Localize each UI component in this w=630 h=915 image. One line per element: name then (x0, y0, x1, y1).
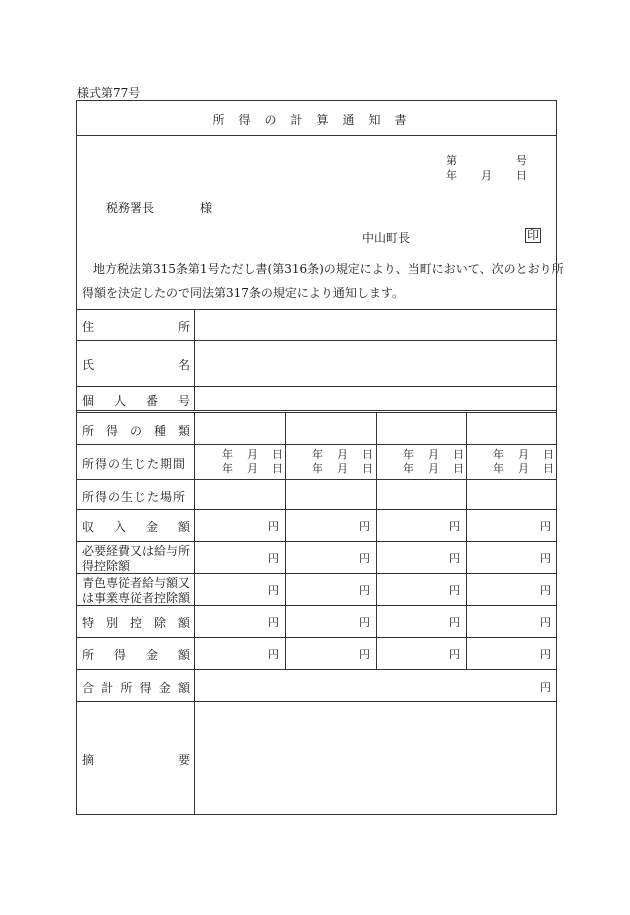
place-label: 所得の生じた場所 (82, 490, 187, 504)
period-col-4: 年 月 日 年 月 日 (493, 448, 554, 475)
date-year: 年 (446, 169, 457, 182)
expense-label: 必要経費又は給与所 得控除額 (82, 544, 191, 573)
frame-bottom (76, 814, 557, 815)
body-text-line-1: 地方税法第315条第1号ただし書(第316条)の規定により、当町において、次のとおり所 (93, 262, 564, 276)
doc-number-dai: 第 (446, 154, 457, 167)
date-day: 日 (516, 169, 527, 182)
issuer-name: 中山町長 (362, 231, 411, 245)
divider-personal-bottom (76, 410, 557, 411)
period-col-3: 年 月 日 年 月 日 (403, 448, 464, 475)
divider-row-place (76, 479, 557, 480)
doc-number-go: 号 (516, 154, 527, 167)
divider-number-top (76, 386, 557, 387)
divider-row-total (76, 669, 557, 670)
document-title: 所得の計算通知書 (212, 113, 421, 127)
addressee-honorific: 様 (200, 201, 213, 215)
personal-label-divider (194, 309, 195, 410)
revenue-label: 収 入 金 額 (82, 520, 190, 534)
name-label: 氏 名 (82, 358, 190, 372)
divider-row-revenue (76, 509, 557, 510)
divider-row-income (76, 637, 557, 638)
type-label: 所 得 の 種 類 (82, 424, 190, 438)
frame-left (76, 100, 77, 814)
title-divider (76, 135, 557, 136)
period-col-1: 年 月 日 年 月 日 (222, 448, 283, 475)
body-text-line-2: 得額を決定したので同法第317条の規定により通知します。 (82, 286, 404, 300)
divider-name-top (76, 340, 557, 341)
period-label: 所得の生じた期間 (82, 457, 187, 471)
frame-top (76, 100, 557, 101)
date-month: 月 (481, 169, 492, 182)
divider-row-summary (76, 701, 557, 702)
total-yen: 円 (540, 681, 551, 694)
address-label: 住 所 (82, 320, 190, 334)
table-col-divider-2 (376, 412, 377, 669)
addressee-office: 税務署長 (106, 201, 155, 215)
divider-address-top (76, 309, 557, 310)
period-col-2: 年 月 日 年 月 日 (312, 448, 373, 475)
seal-mark: 印 (527, 228, 540, 242)
number-label: 個 人 番 号 (82, 394, 190, 408)
income-label: 所 得 金 額 (82, 648, 190, 662)
divider-row-period (76, 444, 557, 445)
summary-label: 摘 要 (82, 753, 190, 767)
table-col-divider-1 (285, 412, 286, 669)
table-label-divider (194, 412, 195, 814)
table-col-divider-3 (466, 412, 467, 669)
frame-right (556, 100, 557, 814)
form-number: 様式第77号 (77, 86, 141, 100)
divider-table-top (76, 412, 557, 413)
divider-row-expense (76, 541, 557, 542)
total-label: 合 計 所 得 金 額 (82, 681, 190, 695)
family-label: 青色専従者給与額又 は事業専従者控除額 (82, 576, 191, 605)
special-label: 特 別 控 除 額 (82, 616, 190, 630)
